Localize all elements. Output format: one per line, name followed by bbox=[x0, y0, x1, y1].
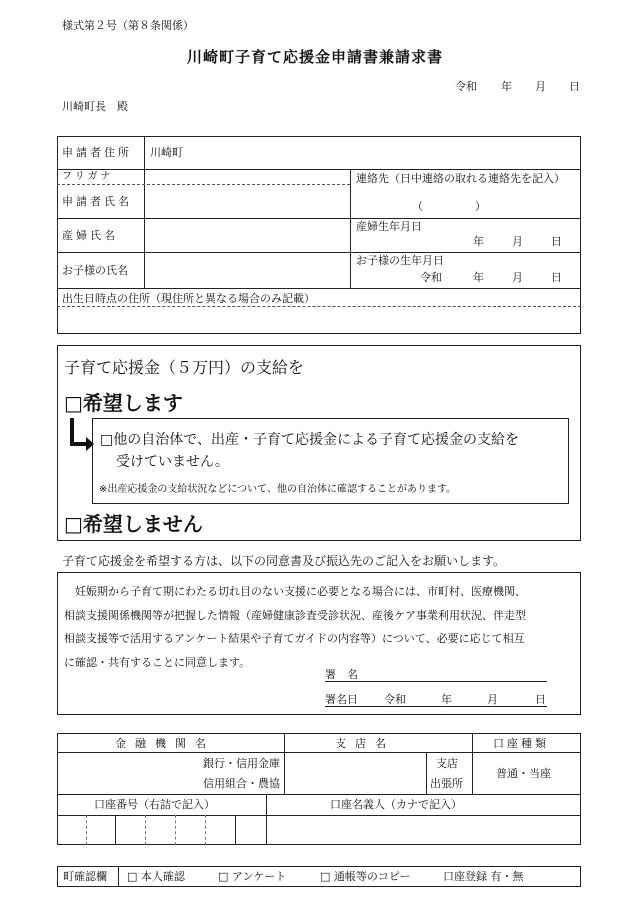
mother-dob-field[interactable] bbox=[356, 234, 576, 250]
check-passbook[interactable]: □ 通帳等のコピー bbox=[320, 870, 411, 883]
consent-line-1: 妊娠期から子育て期にわたる切れ目のない支援に必要となる場合には、市町村、医療機関、 bbox=[75, 585, 526, 598]
date-year: 年 bbox=[501, 80, 512, 93]
not-received-option[interactable]: □他の自治体で、出産・子育て応援金による子育て応援金の支給を bbox=[100, 432, 519, 448]
mother-name-field[interactable] bbox=[150, 222, 346, 248]
mother-dob-day: 日 bbox=[551, 235, 562, 248]
addressee: 川崎町長 殿 bbox=[62, 100, 128, 113]
sign-year: 年 bbox=[441, 693, 452, 706]
child-dob-field[interactable] bbox=[356, 270, 576, 286]
furigana-field[interactable] bbox=[150, 171, 346, 183]
check-account-registration[interactable]: 口座登録 有・無 bbox=[443, 870, 524, 883]
account-type-value[interactable]: 普通・当座 bbox=[496, 767, 551, 780]
child-dob-label: お子様の生年月日 bbox=[356, 254, 444, 267]
branch-label: 支店名 bbox=[335, 737, 395, 750]
branch-type-1: 支店 bbox=[436, 757, 458, 770]
mother-dob-month: 月 bbox=[512, 235, 523, 248]
not-received-option-cont: 受けていません。 bbox=[116, 454, 229, 470]
child-dob-era: 令和 bbox=[420, 271, 442, 284]
child-name-label: お子様の氏名 bbox=[62, 264, 128, 277]
child-dob-year: 年 bbox=[473, 271, 484, 284]
address-field[interactable]: 川崎町 bbox=[150, 146, 183, 159]
sign-day: 日 bbox=[535, 693, 546, 706]
confirmation-note: ※出産応援金の支給状況などについて、他の自治体に確認することがあります。 bbox=[99, 484, 457, 495]
consent-line-4: に確認・共有することに同意します。 bbox=[64, 656, 251, 669]
account-number-label: 口座番号（右詰で記入） bbox=[94, 798, 215, 811]
form-number: 様式第２号（第８条関係） bbox=[62, 19, 194, 32]
account-number-field[interactable] bbox=[57, 815, 266, 845]
child-dob-day: 日 bbox=[551, 271, 562, 284]
account-holder-label: 口座名義人（カナで記入） bbox=[330, 798, 462, 811]
branch-field[interactable] bbox=[290, 756, 420, 790]
sign-date-label: 署名日 bbox=[325, 693, 358, 706]
check-identity[interactable]: □ 本人確認 bbox=[127, 870, 185, 883]
account-type-label: 口座種類 bbox=[493, 737, 549, 750]
contact-paren-open: （ bbox=[412, 200, 423, 213]
child-dob-month: 月 bbox=[512, 271, 523, 284]
sign-era: 令和 bbox=[384, 693, 406, 706]
office-label: 町確認欄 bbox=[63, 870, 107, 883]
sign-date-field[interactable] bbox=[325, 693, 547, 707]
sign-month: 月 bbox=[487, 693, 498, 706]
birth-address-field[interactable] bbox=[62, 310, 576, 330]
mother-dob-year: 年 bbox=[473, 235, 484, 248]
mother-name-label: 産婦氏名 bbox=[62, 229, 118, 242]
consent-line-3: 相談支援等で活用するアンケート結果や子育てガイドの内容等）について、必要に応じて相互 bbox=[64, 632, 525, 645]
date-month: 月 bbox=[535, 80, 546, 93]
choice-heading: 子育て応援金（５万円）の支給を bbox=[64, 358, 305, 377]
contact-label: 連絡先（日中連絡の取れる連絡先を記入） bbox=[356, 172, 565, 185]
applicant-name-field[interactable] bbox=[150, 188, 346, 214]
consent-lead: 子育て応援金を希望する方は、以下の同意書及び振込先のご記入をお願いします。 bbox=[62, 554, 506, 568]
check-survey[interactable]: □ アンケート bbox=[218, 870, 287, 883]
form-title: 川崎町子育て応援金申請書兼請求書 bbox=[186, 48, 443, 66]
address-label: 申請者住所 bbox=[62, 146, 132, 159]
signature-field[interactable] bbox=[325, 668, 547, 682]
mother-dob-label: 産婦生年月日 bbox=[356, 220, 422, 233]
date-era: 令和 bbox=[455, 80, 477, 93]
contact-paren-close: ） bbox=[475, 200, 486, 213]
account-holder-field[interactable] bbox=[272, 819, 576, 841]
birth-address-label: 出生日時点の住所（現住所と異なる場合のみ記載） bbox=[62, 292, 315, 305]
consent-line-2: 相談支援関係機関等が把握した情報（産婦健康診査受診状況、産後ケア事業利用状況、伴走型 bbox=[64, 609, 526, 622]
date-day: 日 bbox=[569, 80, 580, 93]
bank-type-line-2: 信用組合・農協 bbox=[203, 777, 280, 790]
sign-label: 署 名 bbox=[325, 668, 358, 681]
contact-field[interactable] bbox=[425, 198, 473, 214]
bank-type-line-1: 銀行・信用金庫 bbox=[203, 757, 280, 770]
branch-type-2: 出張所 bbox=[430, 777, 463, 790]
indent-arrow bbox=[70, 418, 74, 444]
child-name-field[interactable] bbox=[150, 256, 346, 284]
institution-label: 金融機関名 bbox=[115, 737, 215, 750]
not-want-option[interactable]: □希望しません bbox=[64, 512, 203, 536]
want-option[interactable]: □希望します bbox=[64, 391, 183, 415]
institution-field[interactable] bbox=[62, 756, 198, 790]
furigana-label: フリガナ bbox=[62, 171, 114, 182]
applicant-name-label: 申請者氏名 bbox=[62, 195, 132, 208]
